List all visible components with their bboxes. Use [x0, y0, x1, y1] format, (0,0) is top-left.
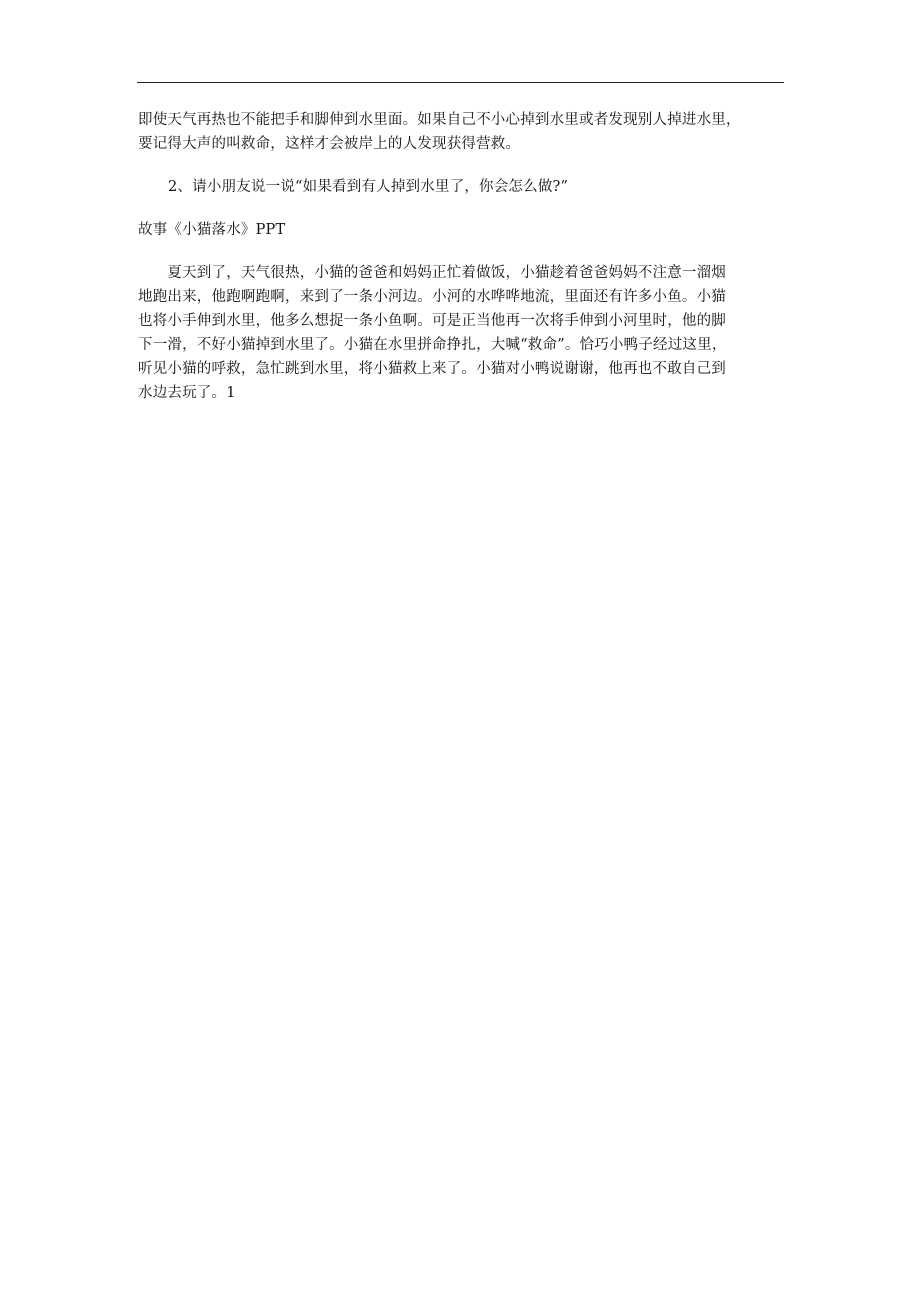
document-body — [138, 108, 798, 405]
paragraph-discussion-question: 2、请小朋友说一说“如果看到有人掉到水里了，你会怎么做?” — [168, 179, 569, 195]
paragraph-safety-warning: 即使天气再热也不能把手和脚伸到水里面。如果自己不小心掉到水里或者发现别人掉进水里， 要记得大声的叫救命，这样才会被岸上的人发现获得营救。 — [138, 112, 741, 152]
story-body: 夏天到了，天气很热，小猫的爸爸和妈妈正忙着做饭，小猫趁着爸爸妈妈不注意一溜烟 地跑出来，他跑啊跑啊，来到了一条小河边。小河的水哗哗地流，里面还有许多小鱼。小猫 也将小手伸到水里，他多么想捉一条小鱼啊。可是正当他再一次将手伸到小河里时，他的脚 下一滑，不好小猫掉到水里了。小猫在水里拼命挣扎，大喊“救命”。恰巧小鸭子经过这里， 听见小猫的呼救，急忙跳到水里，将小猫救上来了。小猫对小鸭说谢谢，他再也不敢自己到 水边去玩了。1 — [138, 265, 727, 401]
header-divider — [137, 82, 784, 83]
story-title: 故事《小猫落水》PPT — [138, 222, 286, 238]
